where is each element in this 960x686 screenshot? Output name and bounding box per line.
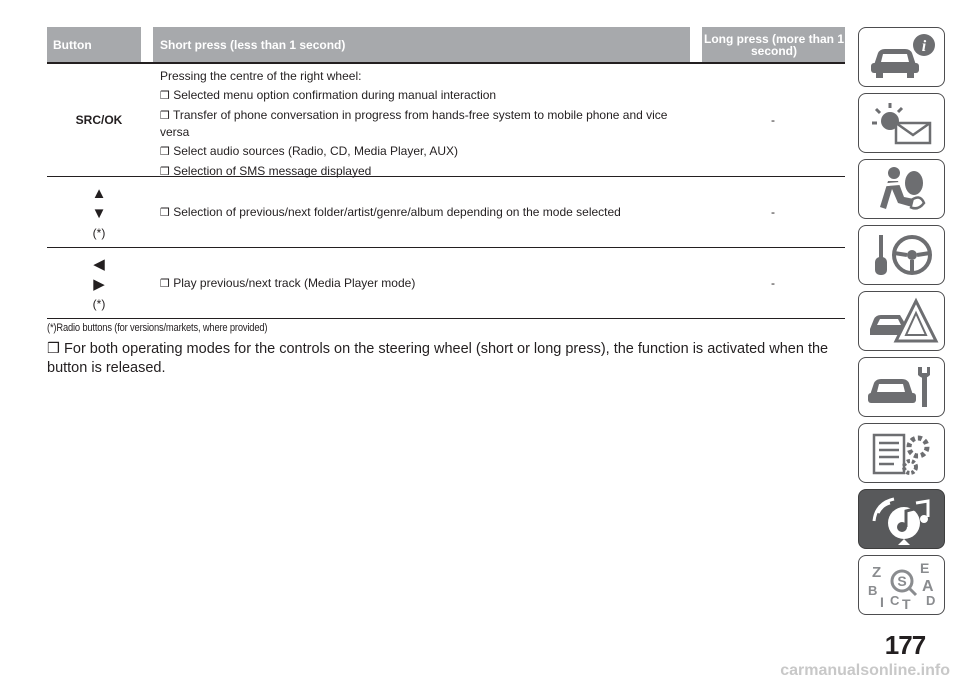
steering-controls-table [47, 27, 845, 319]
tab-starting-driving[interactable] [858, 225, 945, 285]
list-item: ❒ Selected menu option confirmation during manual interaction [160, 88, 497, 102]
long-press-cell: - [771, 113, 775, 127]
alphabetical-index-icon [864, 559, 940, 611]
short-press-cell [160, 248, 695, 318]
button-cell [47, 64, 151, 176]
tab-technical-data[interactable] [858, 423, 945, 483]
long-press-cell: - [771, 276, 775, 290]
technical-data-gear-icon [864, 427, 940, 479]
header-short-press: Short press (less than 1 second) [160, 37, 346, 52]
tab-warning-lights[interactable] [858, 93, 945, 153]
tab-index[interactable] [858, 555, 945, 615]
arrow-left-icon: ◀ [93, 256, 105, 273]
multimedia-music-icon [864, 493, 940, 545]
airbag-safety-icon [864, 163, 940, 215]
table-row [47, 248, 845, 319]
tab-multimedia[interactable] [858, 489, 945, 549]
emergency-warning-triangle-icon [864, 295, 940, 347]
arrow-right-icon: ▶ [93, 276, 105, 293]
svg-text:C: C [889, 593, 899, 608]
table-row [47, 64, 845, 177]
footnote-marker: (*) [92, 226, 106, 240]
short-press-cell [160, 68, 695, 183]
header-button: Button [53, 37, 92, 52]
svg-text:i: i [921, 38, 926, 55]
button-cell [47, 177, 151, 247]
short-press-cell [160, 177, 695, 247]
list-item: ❒ Transfer of phone conversation in progress from hands-free system to mobile phone and vice versa [160, 108, 668, 139]
watermark: carmanualsonline.info [780, 662, 950, 679]
short-press-intro: Pressing the centre of the right wheel: [160, 69, 362, 83]
svg-text:D: D [925, 593, 935, 608]
table-footnote: (*)Radio buttons (for versions/markets, where provided) [47, 322, 268, 334]
svg-text:S: S [896, 573, 907, 589]
table-row [47, 177, 845, 248]
svg-text:B: B [867, 583, 877, 598]
arrow-down-icon: ▼ [91, 205, 107, 222]
svg-text:T: T [901, 596, 911, 611]
tab-emergency[interactable] [858, 291, 945, 351]
tab-car-info[interactable] [858, 27, 945, 87]
arrow-up-icon: ▲ [91, 185, 107, 202]
header-long-press: Long press (more than 1 second) [703, 31, 845, 58]
svg-text:I: I [879, 594, 884, 610]
key-steering-wheel-icon [864, 229, 940, 281]
footnote-marker: (*) [92, 297, 106, 311]
button-label: SRC/OK [75, 113, 123, 127]
table-header [47, 27, 845, 64]
list-item: ❒ Play previous/next track (Media Player mode) [160, 275, 416, 290]
long-press-cell: - [771, 205, 775, 219]
list-item: ❒ Select audio sources (Radio, CD, Media Player, AUX) [160, 144, 459, 158]
tab-safety[interactable] [858, 159, 945, 219]
button-cell [47, 248, 151, 318]
release-note: ❒ For both operating modes for the controls on the steering wheel (short or long press), the function is activated when the button is released. [47, 341, 829, 376]
page-number: 177 [884, 630, 926, 660]
car-maintenance-wrench-icon [864, 361, 940, 413]
svg-text:Z: Z [871, 564, 881, 581]
warning-lights-message-icon [864, 97, 940, 149]
list-item: ❒ Selection of SMS message displayed [160, 164, 372, 178]
tab-servicing[interactable] [858, 357, 945, 417]
svg-text:A: A [921, 578, 934, 595]
list-item: ❒ Selection of previous/next folder/artist/genre/album depending on the mode selected [160, 204, 621, 219]
svg-text:E: E [919, 560, 929, 576]
car-info-icon [864, 31, 940, 83]
